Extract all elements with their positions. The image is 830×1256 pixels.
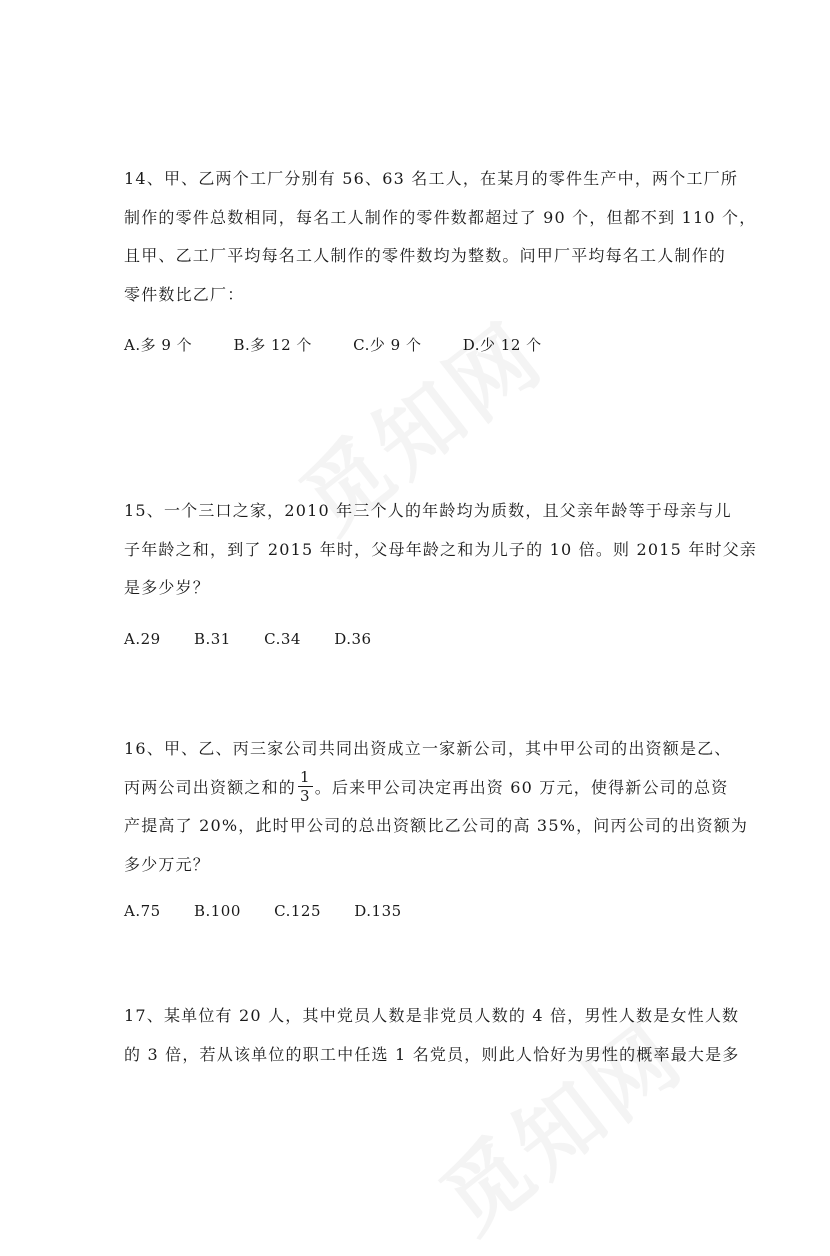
question-text-line: 是多少岁？	[124, 578, 211, 597]
question-15	[124, 492, 758, 608]
option-a: A.75	[124, 902, 161, 920]
fraction-numerator: 1	[300, 767, 311, 786]
question-text-line: 的 3 倍，若从该单位的职工中任选 1 名党员，则此人恰好为男性的概率最大是多	[124, 1044, 740, 1064]
question-text-line: 15、一个三口之家，2010 年三个人的年龄均为质数，且父亲年龄等于母亲与儿	[124, 501, 732, 520]
option-c: C.34	[264, 630, 301, 648]
question-text-line: 子年龄之和，到了 2015 年时，父母年龄之和为儿子的 10 倍。则 2015 年时父亲	[124, 539, 758, 559]
option-c: C.125	[274, 902, 322, 920]
question-text-line: 16、甲、乙、丙三家公司共同出资成立一家新公司，其中甲公司的出资额是乙、	[124, 739, 732, 758]
question-14	[124, 160, 757, 314]
question-text-line: 14、甲、乙两个工厂分别有 56、63 名工人，在某月的零件生产中，两个工厂所	[124, 169, 739, 188]
option-d: D.36	[334, 630, 372, 648]
question-text-line: 17、某单位有 20 人，其中党员人数是非党员人数的 4 倍，男性人数是女性人数	[124, 1006, 740, 1025]
option-b: B.多 12 个	[233, 336, 312, 354]
option-b: B.100	[193, 902, 241, 920]
option-a: A.29	[124, 630, 161, 648]
question-text-line: 制作的零件总数相同，每名工人制作的零件数都超过了 90 个，但都不到 110 个，	[124, 207, 757, 227]
text-segment: 丙两公司出资额之和的	[124, 777, 297, 797]
question-text-line: 产提高了 20%，此时甲公司的总出资额比乙公司的高 35%，问丙公司的出资额为	[124, 816, 749, 835]
option-b: B.31	[193, 630, 231, 648]
fraction	[298, 768, 313, 805]
question-17	[124, 997, 740, 1074]
fraction-denominator: 3	[300, 786, 311, 805]
option-d: D.少 12 个	[462, 336, 542, 354]
question-text-line: 零件数比乙厂：	[124, 284, 245, 304]
option-a: A.多 9 个	[124, 336, 193, 354]
options-14	[124, 334, 578, 355]
question-text-line	[124, 767, 729, 808]
option-d: D.135	[354, 902, 402, 920]
question-text-line: 多少万元？	[124, 854, 211, 874]
options-15	[124, 630, 400, 648]
text-segment: 。后来甲公司决定再出资 60 万元，使得新公司的总资	[314, 777, 729, 797]
question-16	[124, 730, 749, 884]
option-c: C.少 9 个	[353, 336, 422, 354]
options-16	[124, 902, 430, 920]
question-text-line: 且甲、乙工厂平均每名工人制作的零件数均为整数。问甲厂平均每名工人制作的	[124, 246, 727, 265]
